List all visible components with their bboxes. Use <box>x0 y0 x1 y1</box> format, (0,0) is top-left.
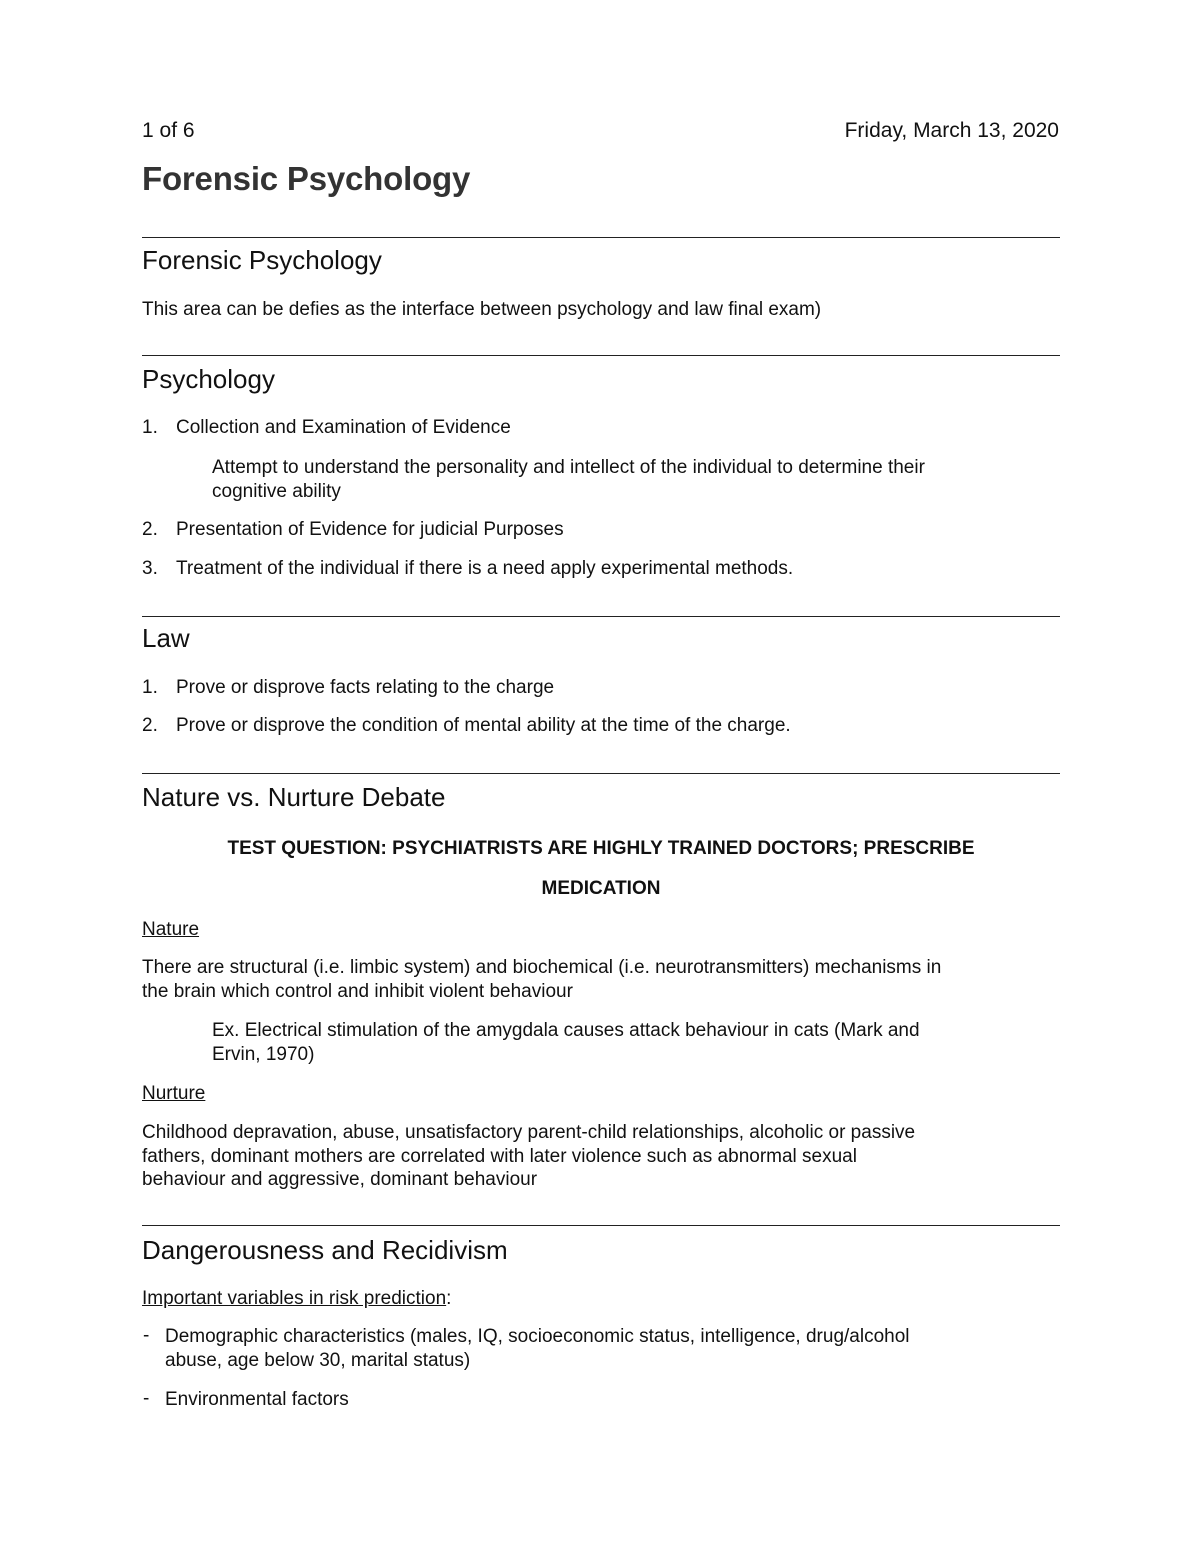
section-heading-law: Law <box>142 623 190 653</box>
bullet-dash: - <box>143 1388 150 1409</box>
sub-text: Attempt to understand the personality and intellect of the individual to determine their <box>212 457 925 478</box>
list-number: 1. <box>142 677 158 698</box>
list-item: Treatment of the individual if there is a need apply experimental methods. <box>176 558 794 579</box>
section-divider <box>142 773 1060 774</box>
bullet-text: Environmental factors <box>165 1389 349 1410</box>
test-question-continued: MEDICATION <box>541 878 661 899</box>
section-divider <box>142 1225 1060 1226</box>
section-heading-nature-nurture: Nature vs. Nurture Debate <box>142 782 446 812</box>
nature-text: There are structural (i.e. limbic system) and biochemical (i.e. neurotransmitters) mechanisms in <box>142 957 942 978</box>
page-number: 1 of 6 <box>142 119 195 142</box>
sub-text: cognitive ability <box>212 481 341 502</box>
section-heading-forensic-psychology: Forensic Psychology <box>142 245 382 275</box>
section-divider <box>142 237 1060 238</box>
risk-intro-label: Important variables in risk prediction <box>142 1288 447 1309</box>
nurture-text: fathers, dominant mothers are correlated with later violence such as abnormal sexual <box>142 1146 857 1167</box>
bullet-dash: - <box>143 1325 150 1346</box>
list-item: Prove or disprove facts relating to the charge <box>176 677 555 698</box>
list-number: 3. <box>142 558 158 579</box>
document-title: Forensic Psychology <box>142 160 471 197</box>
example-text: Ex. Electrical stimulation of the amygdala causes attack behaviour in cats (Mark and <box>212 1020 920 1041</box>
list-number: 2. <box>142 519 158 540</box>
nurture-label: Nurture <box>142 1083 206 1104</box>
list-item: Presentation of Evidence for judicial Purposes <box>176 519 564 540</box>
list-item: Prove or disprove the condition of mental ability at the time of the charge. <box>176 715 791 736</box>
example-text: Ervin, 1970) <box>212 1044 315 1065</box>
bullet-text: Demographic characteristics (males, IQ, socioeconomic status, intelligence, drug/alcohol <box>165 1326 910 1347</box>
list-item: Collection and Examination of Evidence <box>176 417 511 438</box>
test-question: TEST QUESTION: PSYCHIATRISTS ARE HIGHLY TRAINED DOCTORS; PRESCRIBE <box>227 838 975 859</box>
section-heading-dangerousness: Dangerousness and Recidivism <box>142 1235 508 1265</box>
list-number: 2. <box>142 715 158 736</box>
nature-label: Nature <box>142 919 200 940</box>
risk-intro-colon: : <box>446 1288 452 1309</box>
nature-text: the brain which control and inhibit violent behaviour <box>142 981 573 1002</box>
section-heading-psychology: Psychology <box>142 364 275 394</box>
list-number: 1. <box>142 417 158 438</box>
section-divider <box>142 355 1060 356</box>
nurture-text: Childhood depravation, abuse, unsatisfactory parent-child relationships, alcoholic or passive <box>142 1122 916 1143</box>
bullet-text: abuse, age below 30, marital status) <box>165 1350 471 1371</box>
risk-intro <box>142 1287 451 1311</box>
section-text: This area can be defies as the interface between psychology and law final exam) <box>142 299 822 320</box>
section-divider <box>142 616 1060 617</box>
nurture-text: behaviour and aggressive, dominant behaviour <box>142 1169 538 1190</box>
document-date: Friday, March 13, 2020 <box>844 119 1059 142</box>
